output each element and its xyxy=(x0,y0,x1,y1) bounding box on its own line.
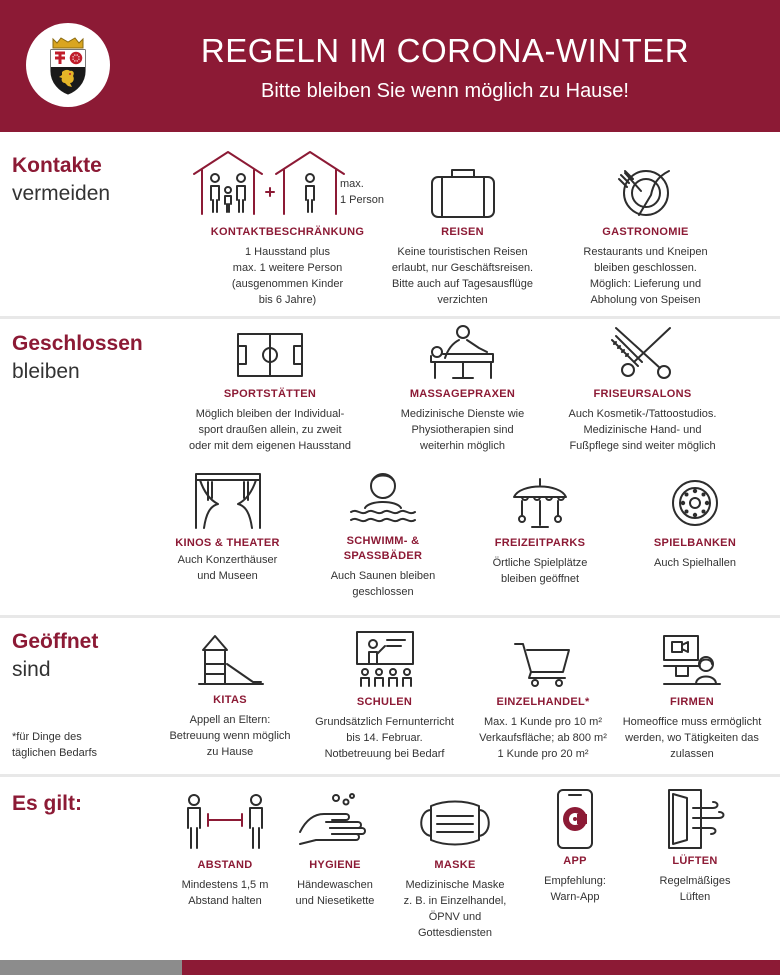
swimmer-icon xyxy=(347,468,419,530)
section-geoeffnet-subtitle: sind xyxy=(12,658,51,681)
item-title: LÜFTEN xyxy=(672,855,718,867)
sports-field-icon xyxy=(235,330,305,380)
item-desc: Örtliche Spielplätze bleiben geöffnet xyxy=(492,557,588,585)
item-desc: Restaurants und Kneipen bleiben geschlossen. Möglich: Lieferung und Abholung von Speisen xyxy=(583,246,708,306)
item-title: GASTRONOMIE xyxy=(602,226,689,238)
item-title: SPIELBANKEN xyxy=(653,537,737,549)
einzelhandel-item xyxy=(468,638,618,762)
header-banner xyxy=(0,0,780,132)
section-esgilt-title: Es gilt: xyxy=(12,792,83,815)
item-title: MASKE xyxy=(434,859,476,871)
item-desc: Regelmäßiges Lüften xyxy=(659,875,731,903)
item-title: FRISEURSALONS xyxy=(593,388,692,400)
item-desc: Medizinische Maske z. B. in Einzelhandel, ÖPNV und Gottesdiensten xyxy=(403,879,507,939)
cutlery-plate-icon xyxy=(611,165,681,220)
item-title: ABSTAND xyxy=(197,859,253,871)
massagepraxen-item xyxy=(380,322,545,454)
item-title: KINOS & THEATER xyxy=(175,537,280,549)
item-title: KITAS xyxy=(213,694,247,706)
page-title: REGELN IM CORONA-WINTER xyxy=(200,32,690,69)
theater-curtain-icon xyxy=(192,470,264,530)
scissors-comb-icon xyxy=(608,322,678,380)
home-office-icon xyxy=(660,632,724,688)
corona-warn-app-icon xyxy=(555,788,595,850)
footer-bar-gray xyxy=(0,960,182,975)
carousel-icon xyxy=(510,475,570,530)
item-desc: Appell an Eltern: Betreuung wenn möglich zu Hause xyxy=(169,714,291,758)
distance-icon xyxy=(182,792,268,850)
kontaktbeschraenkung-item xyxy=(185,148,390,308)
maske-item xyxy=(395,796,515,941)
shopping-cart-icon xyxy=(513,638,573,688)
item-title: REISEN xyxy=(441,226,484,238)
item-desc: Auch Spielhallen xyxy=(654,557,736,569)
reisen-item xyxy=(380,165,545,308)
spielbanken-item xyxy=(625,475,765,571)
item-title: APP xyxy=(563,855,587,867)
section-divider xyxy=(0,774,780,777)
suitcase-icon xyxy=(428,165,498,220)
section-geoeffnet-title: Geöffnet xyxy=(12,630,99,653)
item-desc: Auch Kosmetik-/Tattoostudios. Medizinische Hand- und Fußpflege sind weiter möglich xyxy=(568,408,717,452)
firmen-item xyxy=(616,632,768,762)
abstand-item xyxy=(155,792,295,909)
item-desc: Auch Konzerthäuser und Museen xyxy=(177,554,278,582)
section-geschlossen-subtitle: bleiben xyxy=(12,360,80,383)
section-geschlossen-title: Geschlossen xyxy=(12,332,143,355)
section-kontakte-subtitle: vermeiden xyxy=(12,182,111,205)
item-title: SCHWIMM- & SPASSBÄDER xyxy=(343,535,423,562)
item-title: HYGIENE xyxy=(309,859,361,871)
item-desc: Möglich bleiben der Individual- sport draußen allein, zu zweit oder mit dem eigenen Hausstand xyxy=(188,408,352,452)
item-desc: Auch Saunen bleiben geschlossen xyxy=(330,570,436,598)
schulen-item xyxy=(307,630,462,762)
footnote: *für Dinge des täglichen Bedarfs xyxy=(12,731,97,759)
freizeitparks-item xyxy=(470,475,610,587)
item-desc: Homeoffice muss ermöglicht werden, wo Tätigkeiten das zulassen xyxy=(622,716,762,760)
sportstaetten-item xyxy=(170,330,370,454)
item-desc: Grundsätzlich Fernunterricht bis 14. Februar. Notbetreuung bei Bedarf xyxy=(315,716,454,760)
item-desc: Max. 1 Kunde pro 10 m² Verkaufsfläche; ab 800 m² 1 Kunde pro 20 m² xyxy=(479,716,607,760)
kitas-item xyxy=(160,630,300,760)
item-title: MASSAGEPRAXEN xyxy=(409,388,516,400)
roulette-icon xyxy=(665,475,725,530)
item-desc: 1 Hausstand plus max. 1 weitere Person (ausgenommen Kinder bis 6 Jahre) xyxy=(231,246,344,306)
page-subtitle: Bitte bleiben Sie wenn möglich zu Hause! xyxy=(261,80,629,102)
hand-washing-icon xyxy=(296,792,374,850)
app-item xyxy=(525,788,625,905)
item-desc: Medizinische Dienste wie Physiotherapien sind weiterhin möglich xyxy=(400,408,525,452)
item-desc: Keine touristischen Reisen erlaubt, nur Geschäftsreisen. Bitte auch auf Tagesausflüge verzichten xyxy=(391,246,534,306)
max-person-label: max. 1 Person xyxy=(340,178,385,206)
playground-icon xyxy=(195,630,265,686)
item-title: SPORTSTÄTTEN xyxy=(223,388,317,400)
item-title: KONTAKTBESCHRÄNKUNG xyxy=(210,226,365,238)
hygiene-item xyxy=(280,792,390,909)
face-mask-icon xyxy=(413,796,497,850)
gastronomie-item xyxy=(563,165,728,308)
item-desc: Empfehlung: Warn-App xyxy=(544,875,606,903)
coat-of-arms-logo xyxy=(26,23,110,107)
footer-bar-accent xyxy=(182,960,780,975)
item-title: FREIZEITPARKS xyxy=(494,537,586,549)
schwimmbaeder-item xyxy=(313,468,453,600)
classroom-icon xyxy=(353,630,417,688)
section-kontakte-title: Kontakte xyxy=(12,154,102,177)
item-desc: Mindestens 1,5 m Abstand halten xyxy=(181,879,269,907)
item-title: FIRMEN xyxy=(670,696,714,708)
item-title: SCHULEN xyxy=(356,696,413,708)
lueften-item xyxy=(640,788,750,905)
massage-icon xyxy=(427,322,499,380)
section-divider xyxy=(0,316,780,319)
friseursalons-item xyxy=(555,322,730,454)
section-divider xyxy=(0,615,780,618)
item-desc: Händewaschen und Niesetikette xyxy=(295,879,375,907)
open-window-icon xyxy=(665,788,725,850)
kinos-theater-item xyxy=(160,470,295,584)
item-title: EINZELHANDEL* xyxy=(496,696,590,708)
